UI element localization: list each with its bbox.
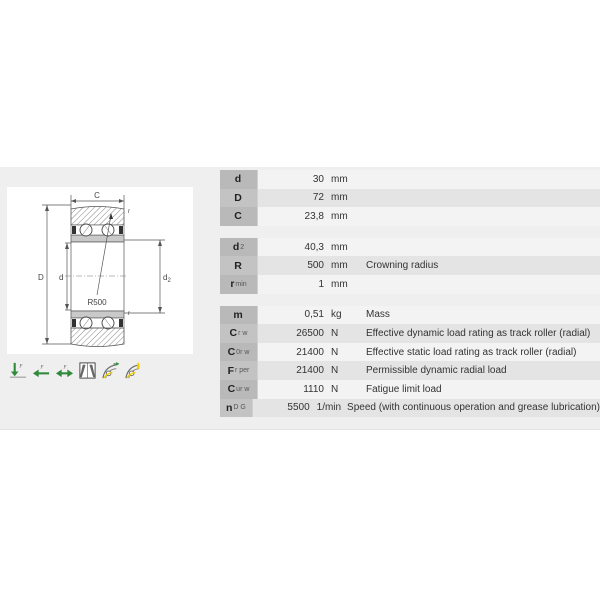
unit-cell: mm xyxy=(331,260,348,272)
value-cell: 40,3 xyxy=(304,241,324,253)
value-cell: 26500 xyxy=(296,327,324,339)
svg-text:F: F xyxy=(40,365,44,371)
description-cell: Speed (with continuous operation and grease lubrication) xyxy=(347,402,600,414)
value-cell: 30 xyxy=(312,173,324,185)
mounting-dimensions-group xyxy=(220,238,600,294)
table-row xyxy=(220,207,600,226)
unit-cell: mm xyxy=(331,192,348,204)
description-cell: Effective dynamic load rating as track roller (radial) xyxy=(366,327,591,339)
unit-cell: N xyxy=(331,327,339,339)
symbol-cell: n D G xyxy=(220,399,253,418)
table-row xyxy=(220,343,600,362)
svg-text:R500: R500 xyxy=(87,298,107,307)
unit-cell: N xyxy=(331,365,339,377)
table-row xyxy=(220,238,600,257)
symbol-cell: d xyxy=(220,170,258,189)
symbol-cell: d 2 xyxy=(220,238,258,257)
unit-cell: mm xyxy=(331,241,348,253)
svg-text:F: F xyxy=(63,365,67,371)
table-row xyxy=(220,361,600,380)
value-cell: 21400 xyxy=(296,365,324,377)
svg-text:r: r xyxy=(128,209,130,215)
table-row xyxy=(220,189,600,208)
bearing-drawing xyxy=(7,187,193,354)
speed-rating-icon[interactable] xyxy=(101,361,120,380)
feature-icons xyxy=(9,360,143,380)
svg-text:d: d xyxy=(59,273,64,282)
value-cell: 1 xyxy=(318,278,324,290)
symbol-cell: R xyxy=(220,256,258,275)
load-ratings-group xyxy=(220,306,600,418)
table-row xyxy=(220,170,600,189)
table-row xyxy=(220,275,600,294)
symbol-cell: F r per xyxy=(220,361,258,380)
value-cell: 1110 xyxy=(303,383,324,395)
symbol-cell: m xyxy=(220,306,258,325)
svg-text:d2: $d_2$ xyxy=(163,273,171,284)
svg-text:F: F xyxy=(19,364,23,370)
description-cell: Fatigue limit load xyxy=(366,383,442,395)
value-cell: 21400 xyxy=(296,346,324,358)
symbol-cell: r min xyxy=(220,275,258,294)
symbol-cell: C xyxy=(220,207,258,226)
symbol-cell: C ur w xyxy=(220,380,258,399)
value-cell: 0,51 xyxy=(304,309,324,321)
unit-cell: N xyxy=(331,346,339,358)
value-cell: 5500 xyxy=(287,402,310,414)
unit-cell: mm xyxy=(331,278,348,290)
table-row xyxy=(220,324,600,343)
track-roller-cross-section-icon xyxy=(7,187,193,354)
sealed-icon[interactable] xyxy=(78,361,97,380)
radial-load-icon[interactable] xyxy=(9,361,28,380)
symbol-cell: C r w xyxy=(220,324,258,343)
axial-load-one-direction-icon[interactable] xyxy=(32,361,51,380)
table-row xyxy=(220,380,600,399)
unit-cell: mm xyxy=(331,173,348,185)
unit-cell: kg xyxy=(331,309,342,321)
value-cell: 500 xyxy=(307,260,324,272)
unit-cell: mm xyxy=(331,210,348,222)
table-row xyxy=(220,256,600,275)
description-cell: Mass xyxy=(366,309,390,321)
symbol-cell: C 0r w xyxy=(220,343,258,362)
value-cell: 72 xyxy=(312,192,324,204)
svg-text:C: C xyxy=(94,191,100,200)
value-cell: 23,8 xyxy=(304,210,324,222)
dimensions-group xyxy=(220,170,600,226)
specification-table xyxy=(220,170,600,429)
unit-cell: N xyxy=(331,383,339,395)
unit-cell: 1/min xyxy=(316,402,342,414)
svg-text:D: D xyxy=(38,273,44,282)
lubrication-icon[interactable] xyxy=(124,361,143,380)
axial-load-both-directions-icon[interactable] xyxy=(55,361,74,380)
symbol-cell: D xyxy=(220,189,258,208)
description-cell: Crowning radius xyxy=(366,260,439,272)
svg-text:r: r xyxy=(128,311,130,317)
description-cell: Effective static load rating as track roller (radial) xyxy=(366,346,577,358)
description-cell: Permissible dynamic radial load xyxy=(366,365,507,377)
table-row xyxy=(220,306,600,325)
table-row xyxy=(220,399,600,418)
